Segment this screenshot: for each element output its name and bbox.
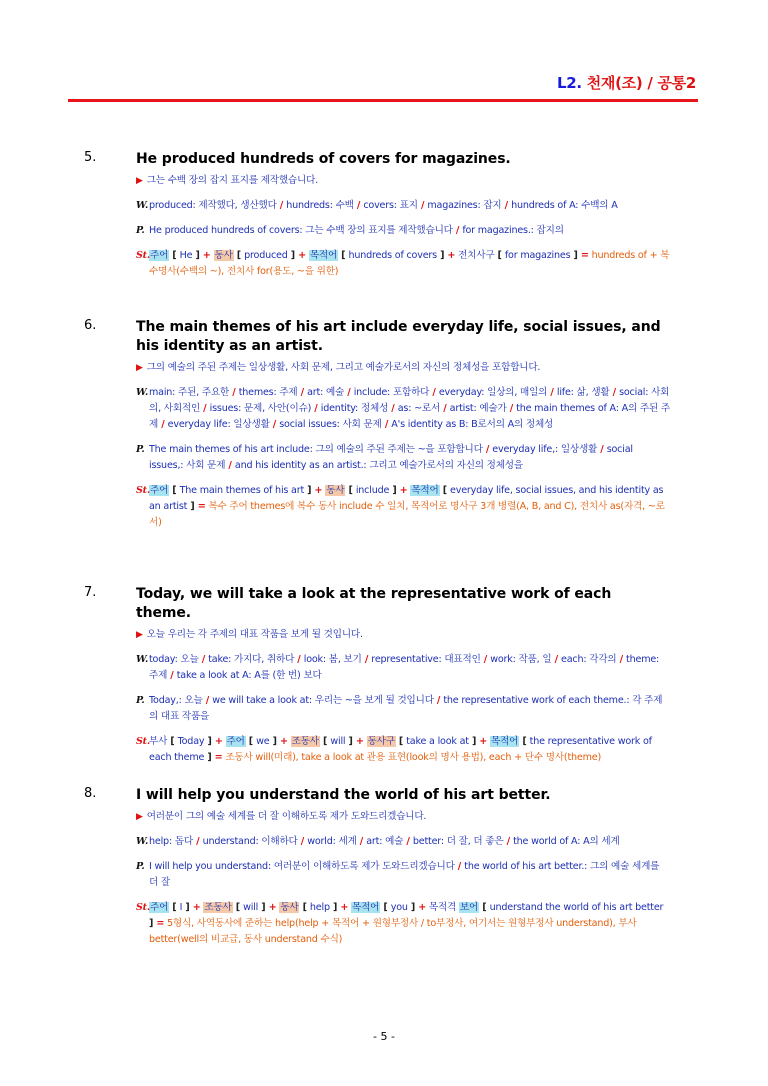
vocabulary-block xyxy=(136,198,670,214)
structure-marker: St. xyxy=(136,902,150,913)
structure-segment: + xyxy=(298,250,306,261)
vocabulary-entry: theme: 주제 xyxy=(149,654,660,681)
sentence-item xyxy=(80,150,670,280)
structure-segment: ] xyxy=(269,736,280,747)
translation-text: 그는 수백 장의 잡지 표지를 제작했습니다. xyxy=(146,175,318,186)
sentence-item xyxy=(80,585,670,766)
translation-text: 오늘 우리는 각 주제의 대표 작품을 보게 될 것입니다. xyxy=(146,629,363,640)
structure-segment: + xyxy=(447,250,456,261)
structure-segment: we xyxy=(256,736,270,747)
structure-segment: [ xyxy=(299,902,310,913)
vocabulary-marker: W. xyxy=(136,654,149,665)
structure-segment: [ xyxy=(167,736,178,747)
structure-segment: 목적어 xyxy=(411,485,439,496)
slash-separator: / xyxy=(452,225,463,236)
vocabulary-entry: include: 포함하다 xyxy=(353,387,430,398)
structure-segment: 목적어 xyxy=(491,736,519,747)
vocabulary-entry: everyday life: 일상생활 xyxy=(167,419,270,430)
publisher: 천재(조) xyxy=(586,74,643,92)
structure-segment: 조동사 xyxy=(291,736,319,747)
triangle-bullet-icon: ▶ xyxy=(136,630,143,640)
structure-segment: [ xyxy=(439,485,451,496)
slash-separator: / xyxy=(297,387,308,398)
phrase-entry: The main themes of his art include: 그의 예술의 주된 주제는 ~을 포함합니다 xyxy=(149,444,483,455)
phrase-entry: the representative work of each theme.: 각 주제의 대표 작품을 xyxy=(149,695,663,722)
structure-segment: [ xyxy=(494,250,505,261)
structure-segment: + xyxy=(268,902,277,913)
structure-segment: [ xyxy=(338,250,349,261)
structure-segment: [ xyxy=(169,485,180,496)
vocabulary-entry: everyday: 일상의, 매일의 xyxy=(438,387,548,398)
slash-separator: / xyxy=(356,836,367,847)
structure-segment: 주어 xyxy=(150,902,169,913)
vocabulary-entry: themes: 주제 xyxy=(238,387,298,398)
structure-segment: 동사 xyxy=(326,485,345,496)
structure-segment: [ xyxy=(232,902,244,913)
slash-separator: / xyxy=(202,695,213,706)
structure-segment: for magazines xyxy=(504,250,571,261)
vocabulary-entry: today: 오늘 xyxy=(149,654,199,665)
structure-segment: 목적격 xyxy=(428,902,459,913)
slash-separator: / xyxy=(551,654,562,665)
structure-segment: [ xyxy=(380,902,391,913)
slash-separator: / xyxy=(501,200,512,211)
structure-segment: 목적어 xyxy=(309,250,338,261)
structure-segment: include xyxy=(355,485,390,496)
structure-segment: [ xyxy=(319,736,331,747)
translation-line xyxy=(136,173,670,189)
translation-text: 그의 예술의 주된 주제는 일상생활, 사회 문제, 그리고 예술가로서의 자신의 정체성을 포함합니다. xyxy=(146,362,541,373)
vocabulary-entry: art: 예술 xyxy=(366,836,404,847)
structure-segment: 동사구 xyxy=(367,736,395,747)
english-sentence: Today, we will take a look at the representative work of each theme. xyxy=(136,586,612,621)
structure-segment: ] xyxy=(304,485,315,496)
structure-segment: ] xyxy=(204,752,215,763)
vocabulary-entry: as: ~로서 xyxy=(397,403,441,414)
vocabulary-entry: the world of A: A의 세계 xyxy=(513,836,620,847)
structure-segment: understand the world of his art better xyxy=(489,902,664,913)
vocabulary-entry: each: 각각의 xyxy=(561,654,617,665)
vocabulary-entry: main: 주된, 주요한 xyxy=(149,387,230,398)
vocabulary-entry: social issues: 사회 문제 xyxy=(279,419,382,430)
vocabulary-entry: covers: 표지 xyxy=(363,200,418,211)
sentence-item xyxy=(80,318,670,531)
structure-segment: He xyxy=(179,250,193,261)
structure-segment: everyday life, social issues, and his identity as an artist xyxy=(149,485,664,512)
structure-segment: + xyxy=(214,736,223,747)
vocabulary-entry: produced: 제작했다, 생산했다 xyxy=(149,200,277,211)
phrase-marker: P. xyxy=(136,225,145,236)
phrase-entry: I will help you understand: 여러분이 이해하도록 제가 도와드리겠습니다 xyxy=(149,861,455,872)
translation-line xyxy=(136,627,670,643)
structure-segment: hundreds of covers xyxy=(348,250,437,261)
vocabulary-entry: understand: 이해하다 xyxy=(202,836,298,847)
structure-segment: help xyxy=(309,902,330,913)
slash-separator: / xyxy=(198,654,209,665)
structure-segment: 조동사 will(미래), take a look at 관용 표현(look의 명사 용법), each + 단수 명사(theme) xyxy=(225,752,601,763)
triangle-bullet-icon: ▶ xyxy=(136,812,143,822)
item-number: 8. xyxy=(84,786,97,801)
english-sentence: He produced hundreds of covers for magazines. xyxy=(136,151,511,167)
phrase-entry: Today,: 오늘 xyxy=(149,695,203,706)
vocabulary-block xyxy=(136,385,670,433)
slash-separator: / xyxy=(200,403,210,414)
structure-segment: 복수 주어 themes에 복수 동사 include 수 일치, 목적어로 명사구 3개 병렬(A, B, and C), 전치사 as(자격, ~로서) xyxy=(149,501,665,528)
slash-separator: / xyxy=(294,654,304,665)
structure-segment: = xyxy=(197,501,206,512)
slash-separator: / xyxy=(388,403,398,414)
structure-segment: produced xyxy=(244,250,288,261)
slash-separator: / xyxy=(192,836,203,847)
phrase-entry: social issues,: 사회 문제 xyxy=(149,444,633,471)
phrase-marker: P. xyxy=(136,861,145,872)
structure-segment: = xyxy=(214,752,223,763)
structure-segment: + xyxy=(418,902,427,913)
translation-line xyxy=(136,809,670,825)
phrase-marker: P. xyxy=(136,695,145,706)
slash-separator: / xyxy=(361,654,372,665)
phrase-block xyxy=(136,223,670,239)
slash-separator: / xyxy=(225,460,235,471)
phrase-entry: and his identity as an artist.: 그리고 예술가로서의 자신의 정체성을 xyxy=(234,460,523,471)
phrase-entry: the world of his art better.: 그의 예술 세계를 더 잘 xyxy=(149,861,660,888)
translation-line xyxy=(136,360,670,376)
structure-segment: 동사 xyxy=(214,250,233,261)
slash-separator: / xyxy=(506,403,517,414)
structure-segment: I xyxy=(179,902,183,913)
structure-segment: + xyxy=(192,902,201,913)
structure-segment: 주어 xyxy=(150,485,169,496)
translation-text: 여러분이 그의 예술 세계를 더 잘 이해하도록 제가 도와드리겠습니다. xyxy=(146,811,427,822)
structure-segment: + xyxy=(479,736,488,747)
vocabulary-entry: look: 봄, 보기 xyxy=(303,654,362,665)
vocabulary-entry: magazines: 잡지 xyxy=(427,200,502,211)
vocabulary-entry: issues: 문제, 사안(이슈) xyxy=(209,403,312,414)
structure-segment: [ xyxy=(245,736,257,747)
structure-block xyxy=(136,248,670,280)
structure-segment: hundreds of + 복수명사(수백의 ~), 전치사 for(용도, ~을 위한) xyxy=(149,250,670,277)
phrase-entry: for magazines.: 잡지의 xyxy=(462,225,564,236)
vocabulary-entry: world: 세계 xyxy=(307,836,357,847)
structure-segment: you xyxy=(390,902,408,913)
structure-segment: 부사 xyxy=(149,736,168,747)
structure-segment: ] xyxy=(204,736,215,747)
slash-separator: / xyxy=(417,200,428,211)
vocabulary-entry: identity: 정체성 xyxy=(320,403,389,414)
vocabulary-entry: take: 가지다, 취하다 xyxy=(208,654,295,665)
english-sentence: The main themes of his art include everyday life, social issues, and his identity as an artist. xyxy=(136,319,661,354)
structure-segment: ] xyxy=(407,902,419,913)
structure-block xyxy=(136,483,670,531)
slash-separator: / xyxy=(429,387,439,398)
vocabulary-entry: better: 더 잘, 더 좋은 xyxy=(412,836,504,847)
lesson-number: L2. xyxy=(556,74,582,92)
vocabulary-entry: art: 예술 xyxy=(307,387,345,398)
structure-segment: + xyxy=(340,902,349,913)
slash-separator: / xyxy=(616,654,627,665)
slash-separator: / xyxy=(454,861,465,872)
vocabulary-block xyxy=(136,834,670,850)
page-number: - 5 - xyxy=(373,1030,395,1043)
slash-separator: / xyxy=(311,403,321,414)
structure-segment: 전치사구 xyxy=(458,250,495,261)
slash-separator: / xyxy=(381,419,392,430)
structure-segment: = xyxy=(580,250,589,261)
triangle-bullet-icon: ▶ xyxy=(136,176,143,186)
item-number: 7. xyxy=(84,585,97,600)
sentence-item xyxy=(80,786,670,948)
structure-segment: 목적어 xyxy=(352,902,380,913)
structure-marker: St. xyxy=(136,736,150,747)
slash-separator: / xyxy=(503,836,514,847)
vocabulary-block xyxy=(136,652,670,684)
structure-segment: ] xyxy=(149,918,157,929)
header-rule xyxy=(68,99,698,102)
slash-separator: / xyxy=(403,836,413,847)
vocabulary-entry: representative: 대표적인 xyxy=(371,654,481,665)
structure-segment: ] xyxy=(389,485,400,496)
slash-separator: / xyxy=(276,200,287,211)
structure-segment: [ xyxy=(479,902,490,913)
structure-segment: ] xyxy=(182,902,193,913)
slash-separator: / xyxy=(482,444,493,455)
vocabulary-entry: the main themes of A: A의 주된 주제 xyxy=(149,403,670,430)
structure-segment: will xyxy=(330,736,346,747)
title-separator: / xyxy=(647,74,653,92)
phrase-marker: P. xyxy=(136,444,145,455)
structure-marker: St. xyxy=(136,250,150,261)
structure-segment: ] xyxy=(329,902,341,913)
structure-segment: ] xyxy=(287,250,299,261)
structure-segment: = xyxy=(156,918,165,929)
phrase-entry: everyday life,: 일상생활 xyxy=(492,444,598,455)
english-sentence: I will help you understand the world of his art better. xyxy=(136,787,551,803)
vocabulary-entry: take a look at A: A를 (한 번) 보다 xyxy=(176,670,322,681)
vocabulary-marker: W. xyxy=(136,387,149,398)
structure-segment: [ xyxy=(345,485,356,496)
structure-segment: [ xyxy=(395,736,407,747)
structure-segment: ] xyxy=(192,250,203,261)
vocabulary-entry: life: 삶, 생활 xyxy=(556,387,610,398)
structure-segment: [ xyxy=(233,250,245,261)
slash-separator: / xyxy=(269,419,280,430)
structure-segment: ] xyxy=(258,902,269,913)
structure-segment: ] xyxy=(468,736,480,747)
slash-separator: / xyxy=(297,836,308,847)
vocabulary-entry: hundreds: 수백 xyxy=(286,200,354,211)
vocabulary-entry: work: 작품, 일 xyxy=(490,654,552,665)
slash-separator: / xyxy=(158,419,168,430)
slash-separator: / xyxy=(353,200,364,211)
structure-segment: [ xyxy=(169,902,180,913)
item-number: 5. xyxy=(84,150,97,165)
vocabulary-entry: hundreds of A: 수백의 A xyxy=(511,200,618,211)
course-name: 공통2 xyxy=(657,74,696,92)
slash-separator: / xyxy=(597,444,607,455)
vocabulary-marker: W. xyxy=(136,836,149,847)
structure-segment: ] xyxy=(570,250,581,261)
phrase-entry: we will take a look at: 우리는 ~을 보게 될 것입니다 xyxy=(212,695,434,706)
structure-block xyxy=(136,734,670,766)
structure-segment: [ xyxy=(169,250,180,261)
vocabulary-entry: artist: 예술가 xyxy=(449,403,507,414)
structure-segment: 주어 xyxy=(150,250,169,261)
phrase-block xyxy=(136,859,670,891)
slash-separator: / xyxy=(167,670,177,681)
slash-separator: / xyxy=(229,387,239,398)
structure-segment: 동사 xyxy=(280,902,299,913)
lesson-title xyxy=(557,72,696,93)
structure-block xyxy=(136,900,670,948)
structure-segment: + xyxy=(279,736,288,747)
slash-separator: / xyxy=(480,654,491,665)
slash-separator: / xyxy=(344,387,354,398)
slash-separator: / xyxy=(433,695,444,706)
structure-segment: + xyxy=(202,250,211,261)
structure-segment: 주어 xyxy=(226,736,245,747)
structure-segment: ] xyxy=(436,250,448,261)
vocabulary-entry: help: 돕다 xyxy=(149,836,193,847)
item-number: 6. xyxy=(84,318,97,333)
structure-segment: + xyxy=(314,485,323,496)
phrase-entry: He produced hundreds of covers: 그는 수백 장의 표지를 제작했습니다 xyxy=(149,225,453,236)
structure-segment: will xyxy=(243,902,259,913)
vocabulary-entry: A's identity as B: B로서의 A의 정체성 xyxy=(391,419,554,430)
phrase-block xyxy=(136,693,670,725)
structure-segment: [ xyxy=(519,736,530,747)
structure-segment: 5형식, 사역동사에 준하는 help(help + 목적어 + 원형부정사 / to부정사, 여기서는 원형부정사 understand), 부사 better(well의 비교급, 동사 understand 수식) xyxy=(149,918,637,945)
phrase-block xyxy=(136,442,670,474)
slash-separator: / xyxy=(609,387,620,398)
vocabulary-entry: social: 사회의, 사회적인 xyxy=(149,387,670,414)
structure-segment: take a look at xyxy=(406,736,469,747)
structure-segment: + xyxy=(399,485,408,496)
vocabulary-marker: W. xyxy=(136,200,149,211)
structure-segment: + xyxy=(355,736,364,747)
slash-separator: / xyxy=(440,403,450,414)
structure-segment: ] xyxy=(187,501,198,512)
structure-segment: The main themes of his art xyxy=(179,485,305,496)
structure-segment: 보어 xyxy=(459,902,479,913)
triangle-bullet-icon: ▶ xyxy=(136,363,143,373)
structure-segment: 조동사 xyxy=(204,902,232,913)
structure-segment: the representative work of each theme xyxy=(149,736,652,763)
structure-marker: St. xyxy=(136,485,150,496)
slash-separator: / xyxy=(547,387,557,398)
structure-segment: ] xyxy=(345,736,356,747)
structure-segment: Today xyxy=(177,736,205,747)
